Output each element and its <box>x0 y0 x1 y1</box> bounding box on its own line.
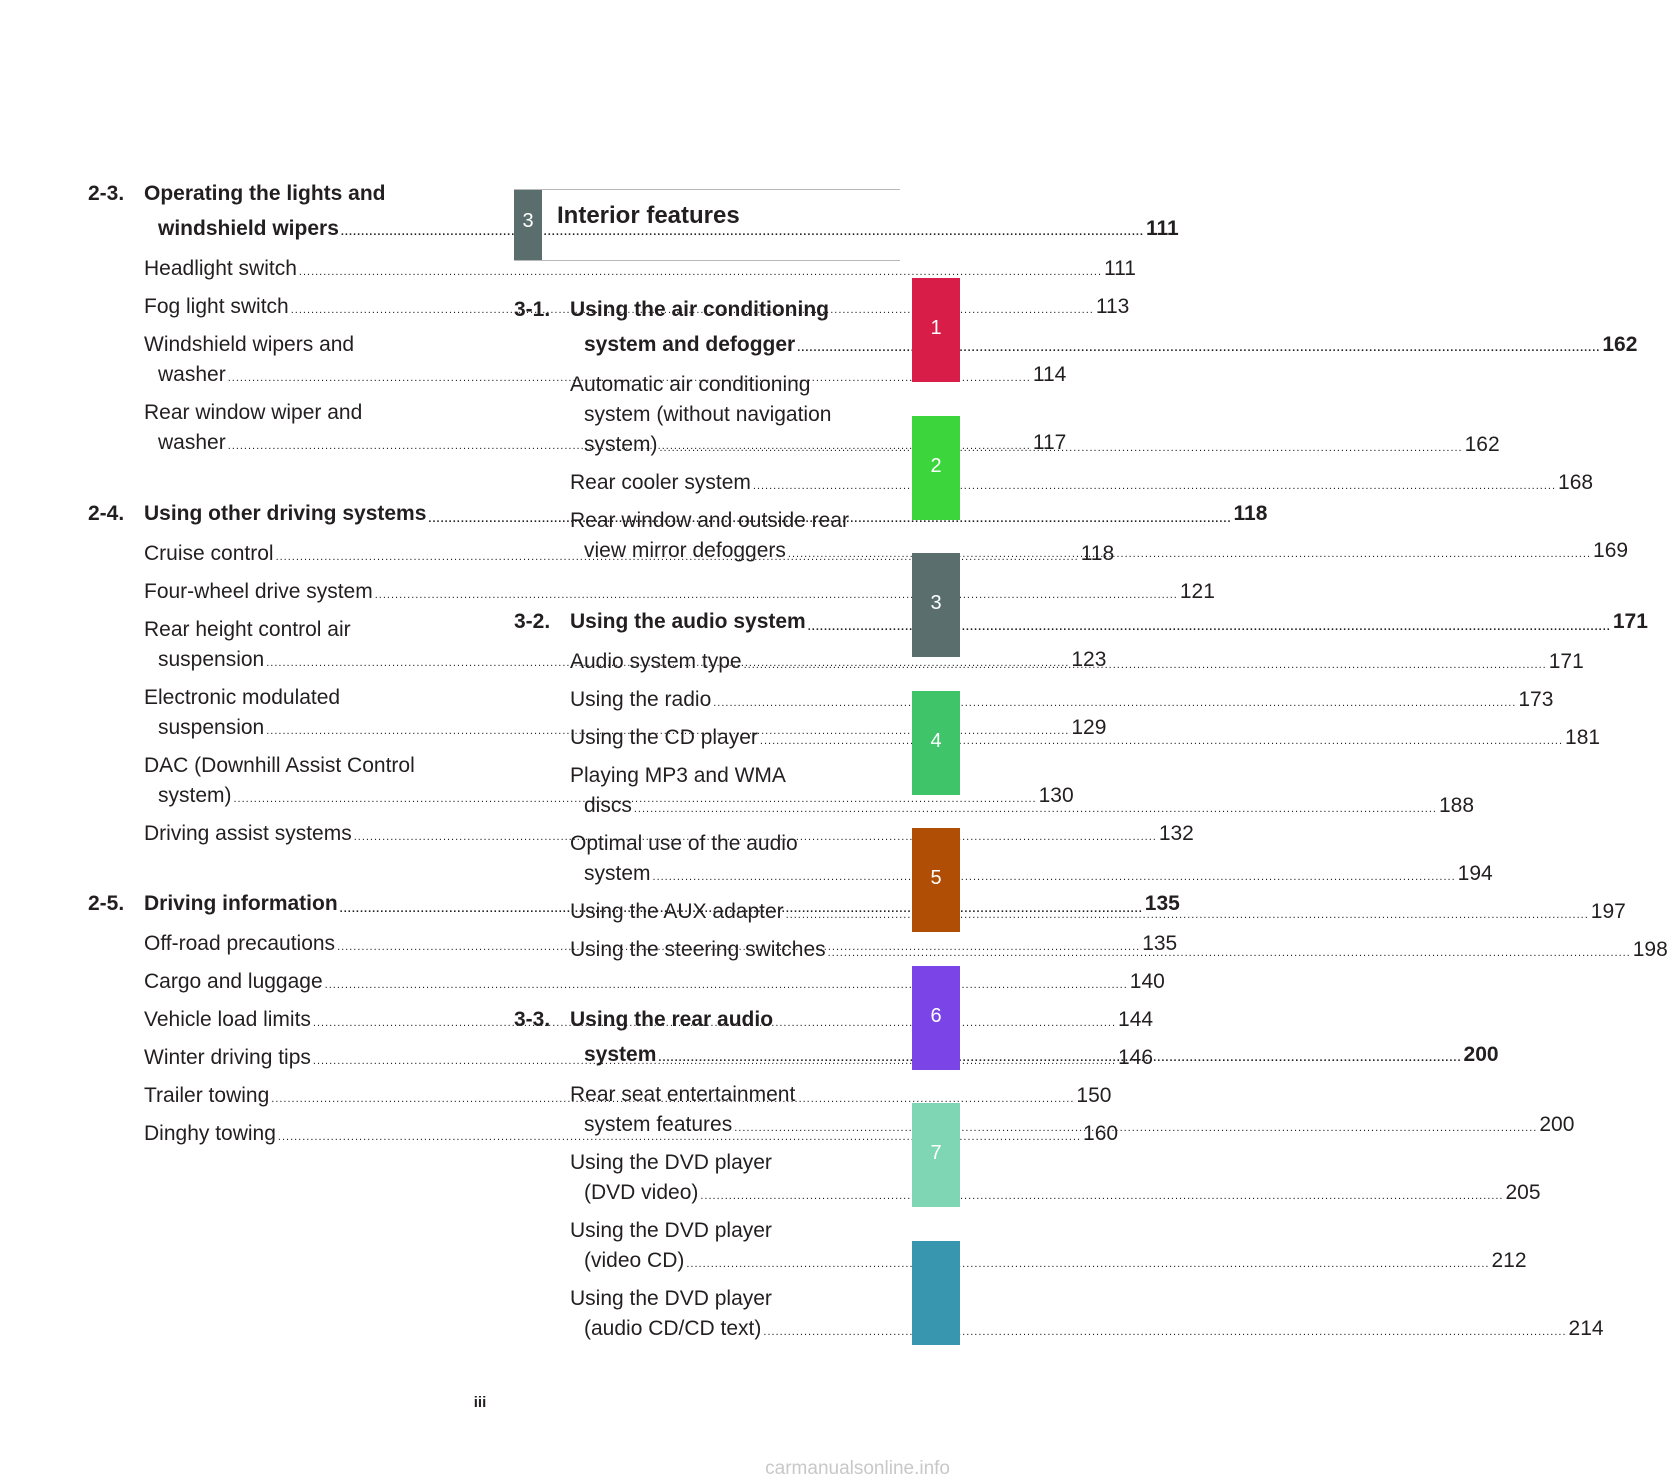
toc-item-label: Using the DVD player <box>570 1151 772 1174</box>
section-title-line: Using the audio system <box>570 610 806 633</box>
toc-item-page: 214 <box>1568 1317 1604 1340</box>
section-title-line: Driving information <box>144 892 338 915</box>
toc-item-page: 123 <box>1071 648 1107 671</box>
leader-dots <box>658 1052 1461 1064</box>
toc-item-label: (DVD video) <box>584 1181 699 1204</box>
leader-dots <box>760 736 1563 747</box>
toc-item-label: Four-wheel drive system <box>144 580 373 603</box>
toc-item-label: Winter driving tips <box>144 1046 311 1069</box>
section-page: 135 <box>1144 892 1180 915</box>
chapter-header <box>514 189 900 261</box>
leader-dots <box>744 660 1547 671</box>
toc-item-page: 130 <box>1038 784 1074 807</box>
toc-item-label: Headlight switch <box>144 257 297 280</box>
leader-dots <box>753 481 1556 492</box>
leader-dots <box>713 698 1516 709</box>
chapter-number-box: 3 <box>514 190 542 260</box>
toc-item[interactable] <box>570 685 1554 715</box>
toc-item-label: system) <box>584 433 658 456</box>
leader-dots <box>375 590 1178 601</box>
toc-item-label: washer <box>158 431 226 454</box>
toc-item-label: Using the steering switches <box>570 938 826 961</box>
section-title-line: Using the rear audio <box>570 1008 774 1031</box>
toc-item-label: Cruise control <box>144 542 274 565</box>
toc-item-page: 135 <box>1142 932 1178 955</box>
toc-item-page: 173 <box>1518 688 1554 711</box>
page-number: iii <box>473 1394 487 1411</box>
chapter-tab-6[interactable]: 6 <box>912 966 960 1070</box>
section-title-line: Using other driving systems <box>144 502 427 525</box>
section-heading[interactable] <box>514 604 1648 639</box>
watermark: carmanualsonline.info <box>765 1458 950 1479</box>
toc-item-label: Automatic air conditioning <box>570 373 811 396</box>
toc-item-page: 162 <box>1464 433 1500 456</box>
toc-item-label: Rear window and outside rear <box>570 509 849 532</box>
toc-item-page: 160 <box>1083 1122 1119 1145</box>
toc-item-label: Playing MP3 and WMA <box>570 764 786 787</box>
toc-item-page: 205 <box>1505 1181 1541 1204</box>
toc-item[interactable] <box>570 468 1594 498</box>
chapter-tab-7[interactable]: 7 <box>912 1103 960 1207</box>
leader-dots <box>788 549 1591 560</box>
toc-item-page: 146 <box>1118 1046 1154 1069</box>
toc-item[interactable] <box>570 1148 1541 1208</box>
section-number: 2-3. <box>88 182 125 205</box>
toc-item-page: 117 <box>1032 431 1067 454</box>
section-title-line: Using the air conditioning <box>570 298 829 321</box>
toc-item-label: view mirror defoggers <box>584 539 786 562</box>
toc-item-page: 144 <box>1118 1008 1154 1031</box>
toc-item-label: system features <box>584 1113 733 1136</box>
toc-item-page: 212 <box>1491 1249 1527 1272</box>
toc-item-page: 140 <box>1129 970 1165 993</box>
leader-dots <box>828 948 1631 959</box>
chapter-tab-index[interactable] <box>912 1241 960 1345</box>
leader-dots <box>786 910 1589 921</box>
leader-dots <box>686 1259 1489 1270</box>
toc-item-label: system (without navigation <box>584 403 832 426</box>
toc-item-label: washer <box>158 363 226 386</box>
toc-item-label: Rear height control air <box>144 618 351 641</box>
toc-item-page: 194 <box>1457 862 1493 885</box>
section-page: 162 <box>1602 333 1638 356</box>
section-page: 200 <box>1463 1043 1499 1066</box>
toc-item-label: Dinghy towing <box>144 1122 276 1145</box>
toc-item-label: DAC (Downhill Assist Control <box>144 754 415 777</box>
section-number: 3-1. <box>514 298 551 321</box>
section-number: 2-5. <box>88 892 125 915</box>
toc-item-page: 118 <box>1080 542 1115 565</box>
toc-item-page: 150 <box>1076 1084 1112 1107</box>
chapter-title: Interior features <box>557 202 740 229</box>
toc-item-label: Driving assist systems <box>144 822 352 845</box>
section-page: 111 <box>1146 217 1179 240</box>
toc-item-label: system <box>584 862 651 885</box>
toc-item-label: Rear seat entertainment <box>570 1083 796 1106</box>
toc-item-label: suspension <box>158 716 265 739</box>
section-title-line: Operating the lights and <box>144 182 386 205</box>
toc-item-label: Windshield wipers and <box>144 333 355 356</box>
leader-dots <box>700 1191 1503 1202</box>
toc-item-label: Using the DVD player <box>570 1219 772 1242</box>
toc-item-label: Trailer towing <box>144 1084 270 1107</box>
toc-item-label: Audio system type <box>570 650 742 673</box>
section-title-line: system <box>584 1043 657 1066</box>
toc-item[interactable] <box>144 577 1215 607</box>
chapter-tab-5[interactable]: 5 <box>912 828 960 932</box>
toc-item-label: Vehicle load limits <box>144 1008 311 1031</box>
section-number: 3-2. <box>514 610 551 633</box>
toc-item-page: 181 <box>1565 726 1601 749</box>
chapter-tab-4[interactable]: 4 <box>912 691 960 795</box>
toc-item-page: 114 <box>1032 363 1067 386</box>
toc-item-label: (audio CD/CD text) <box>584 1317 762 1340</box>
section-page: 118 <box>1233 502 1268 525</box>
toc-item[interactable] <box>570 1216 1527 1276</box>
leader-dots <box>734 1123 1537 1134</box>
section-title-line: system and defogger <box>584 333 796 356</box>
toc-item-page: 132 <box>1158 822 1194 845</box>
toc-item-page: 113 <box>1095 295 1130 318</box>
toc-item-label: discs <box>584 794 632 817</box>
chapter-tab-1[interactable]: 1 <box>912 278 960 382</box>
leader-dots <box>299 267 1102 278</box>
leader-dots <box>325 980 1128 991</box>
toc-item-page: 171 <box>1548 650 1584 673</box>
toc-item-label: Cargo and luggage <box>144 970 323 993</box>
toc-item-label: Optimal use of the audio <box>570 832 798 855</box>
leader-dots <box>763 1327 1566 1338</box>
toc-item-page: 198 <box>1632 938 1668 961</box>
toc-item-label: system) <box>158 784 232 807</box>
toc-item-page: 188 <box>1438 794 1475 817</box>
section-number: 2-4. <box>88 502 125 525</box>
toc-item-page: 121 <box>1179 580 1215 603</box>
toc-item-page: 197 <box>1590 900 1626 923</box>
leader-dots <box>653 872 1456 883</box>
toc-item-label: Using the CD player <box>570 726 758 749</box>
toc-item[interactable] <box>570 1284 1604 1344</box>
leader-dots <box>660 443 1463 454</box>
toc-item-label: Using the AUX adapter <box>570 900 784 923</box>
toc-item-page: 168 <box>1558 471 1594 494</box>
toc-item-label: Using the radio <box>570 688 712 711</box>
toc-item-label: Rear cooler system <box>570 471 751 494</box>
toc-item-page: 129 <box>1071 716 1107 739</box>
toc-item-label: (video CD) <box>584 1249 685 1272</box>
section-number: 3-3. <box>514 1008 551 1031</box>
toc-item-label: Off-road precautions <box>144 932 336 955</box>
toc-item-label: suspension <box>158 648 265 671</box>
section-page: 171 <box>1612 610 1648 633</box>
toc-item-label: Using the DVD player <box>570 1287 772 1310</box>
section-title-line: windshield wipers <box>158 217 339 240</box>
toc-item-page: 200 <box>1539 1113 1575 1136</box>
toc-item[interactable] <box>144 254 1136 284</box>
leader-dots <box>634 804 1437 815</box>
chapter-tab-2[interactable]: 2 <box>912 416 960 520</box>
toc-item-page: 169 <box>1593 539 1629 562</box>
chapter-tab-3[interactable]: 3 <box>912 553 960 657</box>
toc-item-label: Electronic modulated <box>144 686 341 709</box>
toc-item-page: 111 <box>1104 257 1136 280</box>
toc-item-label: Rear window wiper and <box>144 401 363 424</box>
toc-item[interactable] <box>144 967 1165 997</box>
toc-item-label: Fog light switch <box>144 295 289 318</box>
